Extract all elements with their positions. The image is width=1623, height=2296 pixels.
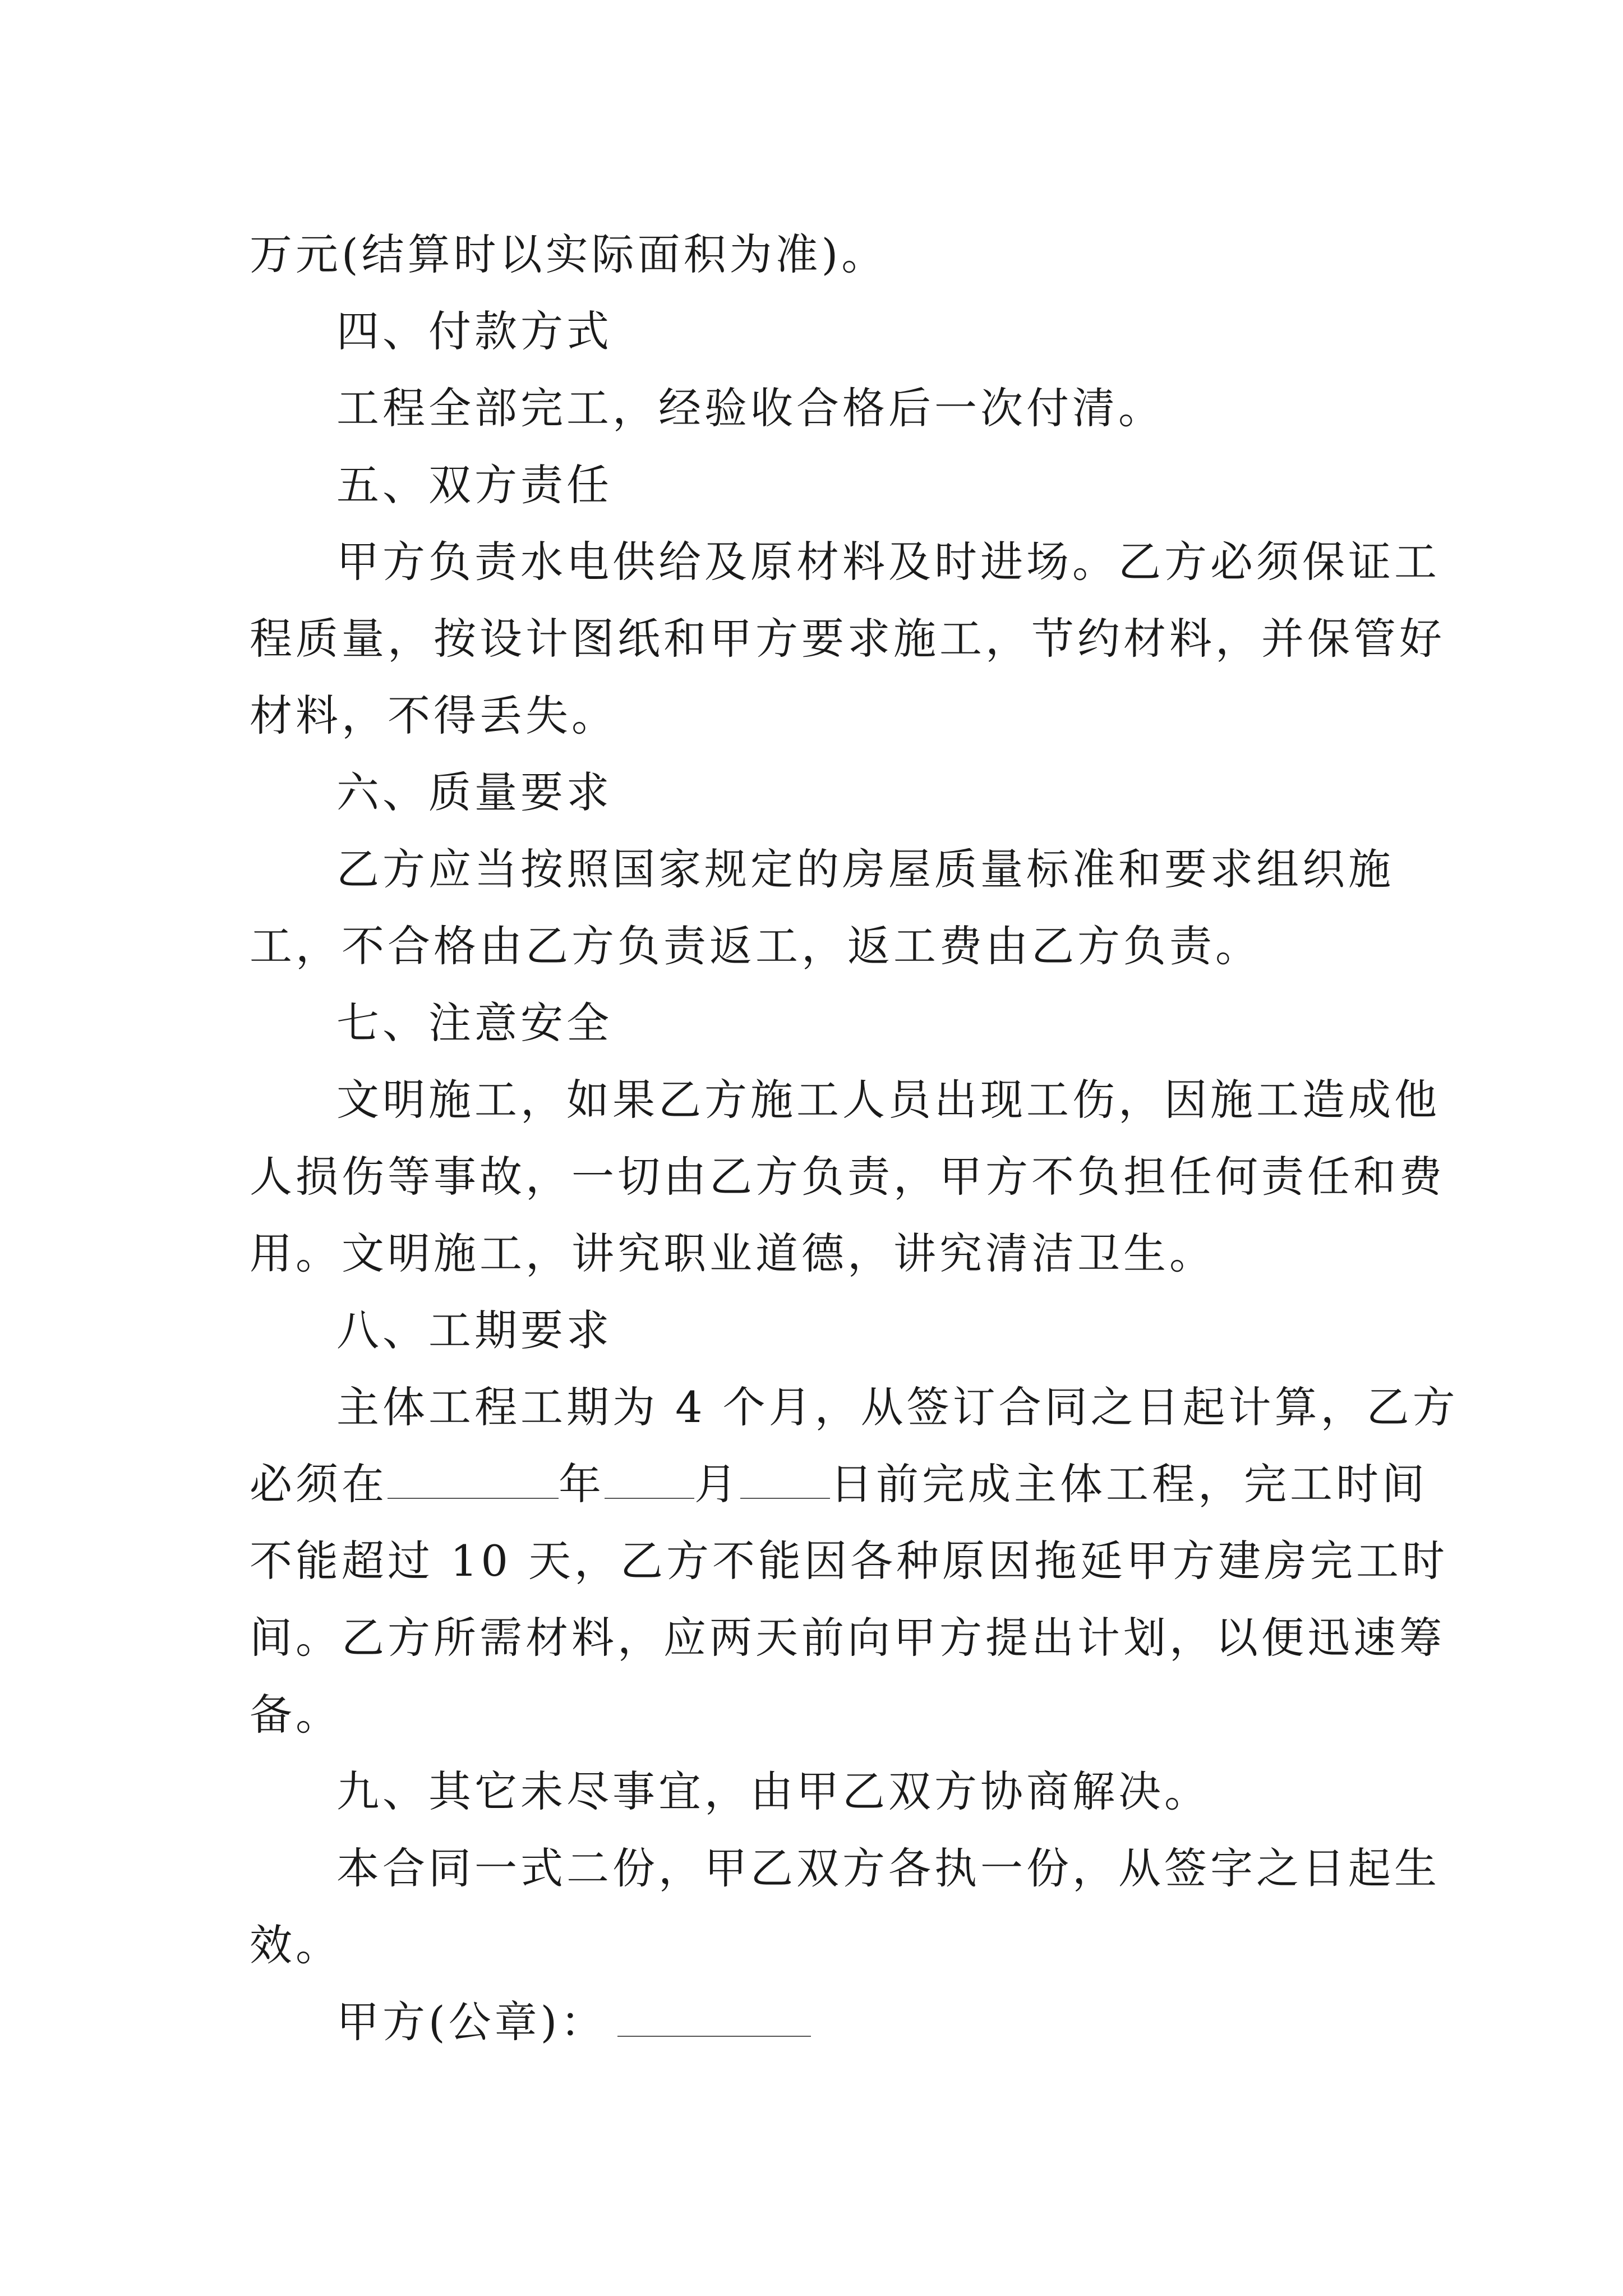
text-line: 备。 — [250, 1690, 342, 1740]
section-heading-quality: 六、质量要求 — [336, 767, 612, 817]
text-line: 程质量，按设计图纸和甲方要求施工，节约材料，并保管好 — [250, 614, 1445, 664]
party-a-seal-label: 甲方(公章)： — [336, 1997, 607, 2047]
day-blank-field[interactable] — [740, 1461, 830, 1499]
text-line: 工，不合格由乙方负责返工，返工费由乙方负责。 — [250, 921, 1261, 971]
contract-body — [250, 216, 1459, 2060]
text-line: 甲方负责水电供给及原材料及时进场。乙方必须保证工 — [336, 537, 1440, 587]
section-heading-safety: 七、注意安全 — [336, 998, 612, 1048]
text-line: 材料，不得丢失。 — [250, 691, 617, 740]
section-heading-misc: 九、其它未尽事宜，由甲乙双方协商解决。 — [336, 1766, 1210, 1816]
text-line: 效。 — [250, 1920, 342, 1970]
text-line: 间。乙方所需材料，应两天前向甲方提出计划，以便迅速筹 — [250, 1613, 1445, 1663]
text-line: 文明施工，如果乙方施工人员出现工伤，因施工造成他 — [336, 1075, 1440, 1125]
deadline-line — [250, 1446, 1428, 1522]
text-line: 乙方应当按照国家规定的房屋质量标准和要求组织施 — [336, 844, 1394, 894]
text-line: 人损伤等事故，一切由乙方负责，甲方不负担任何责任和费 — [250, 1152, 1445, 1202]
text-line: 主体工程工期为 4 个月，从签订合同之日起计算，乙方 — [336, 1382, 1459, 1432]
text-line: 不能超过 10 天，乙方不能因各种原因拖延甲方建房完工时 — [250, 1536, 1449, 1586]
deadline-text-suffix: 日前完成主体工程，完工时间 — [830, 1459, 1428, 1509]
text-line: 工程全部完工，经验收合格后一次付清。 — [336, 383, 1164, 433]
section-heading-schedule: 八、工期要求 — [336, 1305, 612, 1355]
year-label: 年 — [559, 1459, 605, 1509]
text-line: 用。文明施工，讲究职业道德，讲究清洁卫生。 — [250, 1228, 1215, 1278]
year-blank-field[interactable] — [388, 1461, 559, 1499]
text-line: 本合同一式二份，甲乙双方各执一份，从签字之日起生 — [336, 1843, 1440, 1893]
section-heading-payment: 四、付款方式 — [336, 306, 612, 356]
month-blank-field[interactable] — [605, 1461, 694, 1499]
section-heading-responsibilities: 五、双方责任 — [336, 460, 612, 510]
text-line: 万元(结算时以实际面积为准)。 — [250, 229, 888, 279]
deadline-text-prefix: 必须在 — [250, 1459, 388, 1509]
party-a-seal-field[interactable] — [617, 1999, 811, 2037]
month-label: 月 — [694, 1459, 740, 1509]
signature-line — [250, 1984, 1388, 2060]
